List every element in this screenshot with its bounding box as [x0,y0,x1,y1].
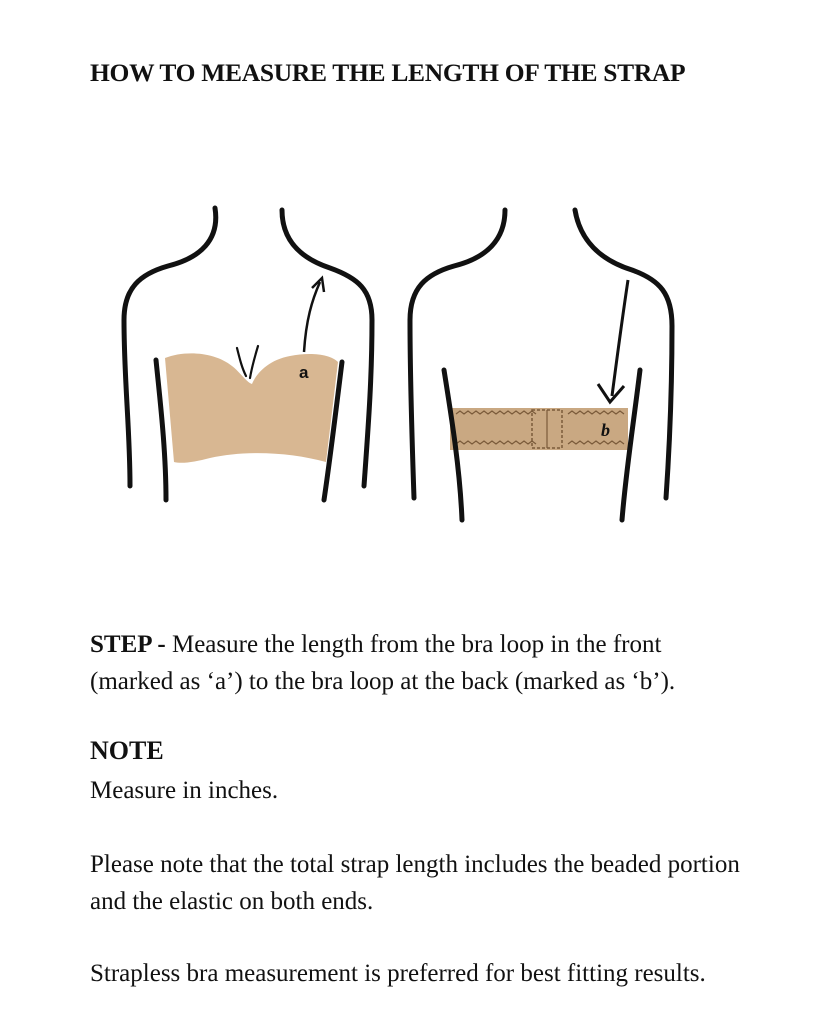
note-heading: NOTE [90,736,164,765]
back-loop-label: b [601,420,610,440]
note-strapless-preferred: Strapless bra measurement is preferred for best fitting results. [90,960,706,987]
front-measure-arrow [304,282,320,352]
strap-measurement-illustration [100,190,700,540]
front-figure [124,208,372,500]
page-title: HOW TO MEASURE THE LENGTH OF THE STRAP [90,58,686,87]
cleavage-mark [237,346,258,378]
step-label: STEP - [90,631,166,658]
back-figure [410,210,672,520]
back-measure-arrow [612,280,628,396]
step-paragraph [90,626,750,700]
back-body-outline-right [575,210,672,498]
note-measure-in-inches: Measure in inches. [90,777,279,804]
note-strap-length: Please note that the total strap length includes the beaded portion and the elastic on both ends. [90,851,740,915]
front-loop-label: a [299,363,309,382]
step-text: Measure the length from the bra loop in the front (marked as ‘a’) to the bra loop at the back (marked as ‘b’). [90,631,676,695]
front-arm-line-left [156,360,166,500]
